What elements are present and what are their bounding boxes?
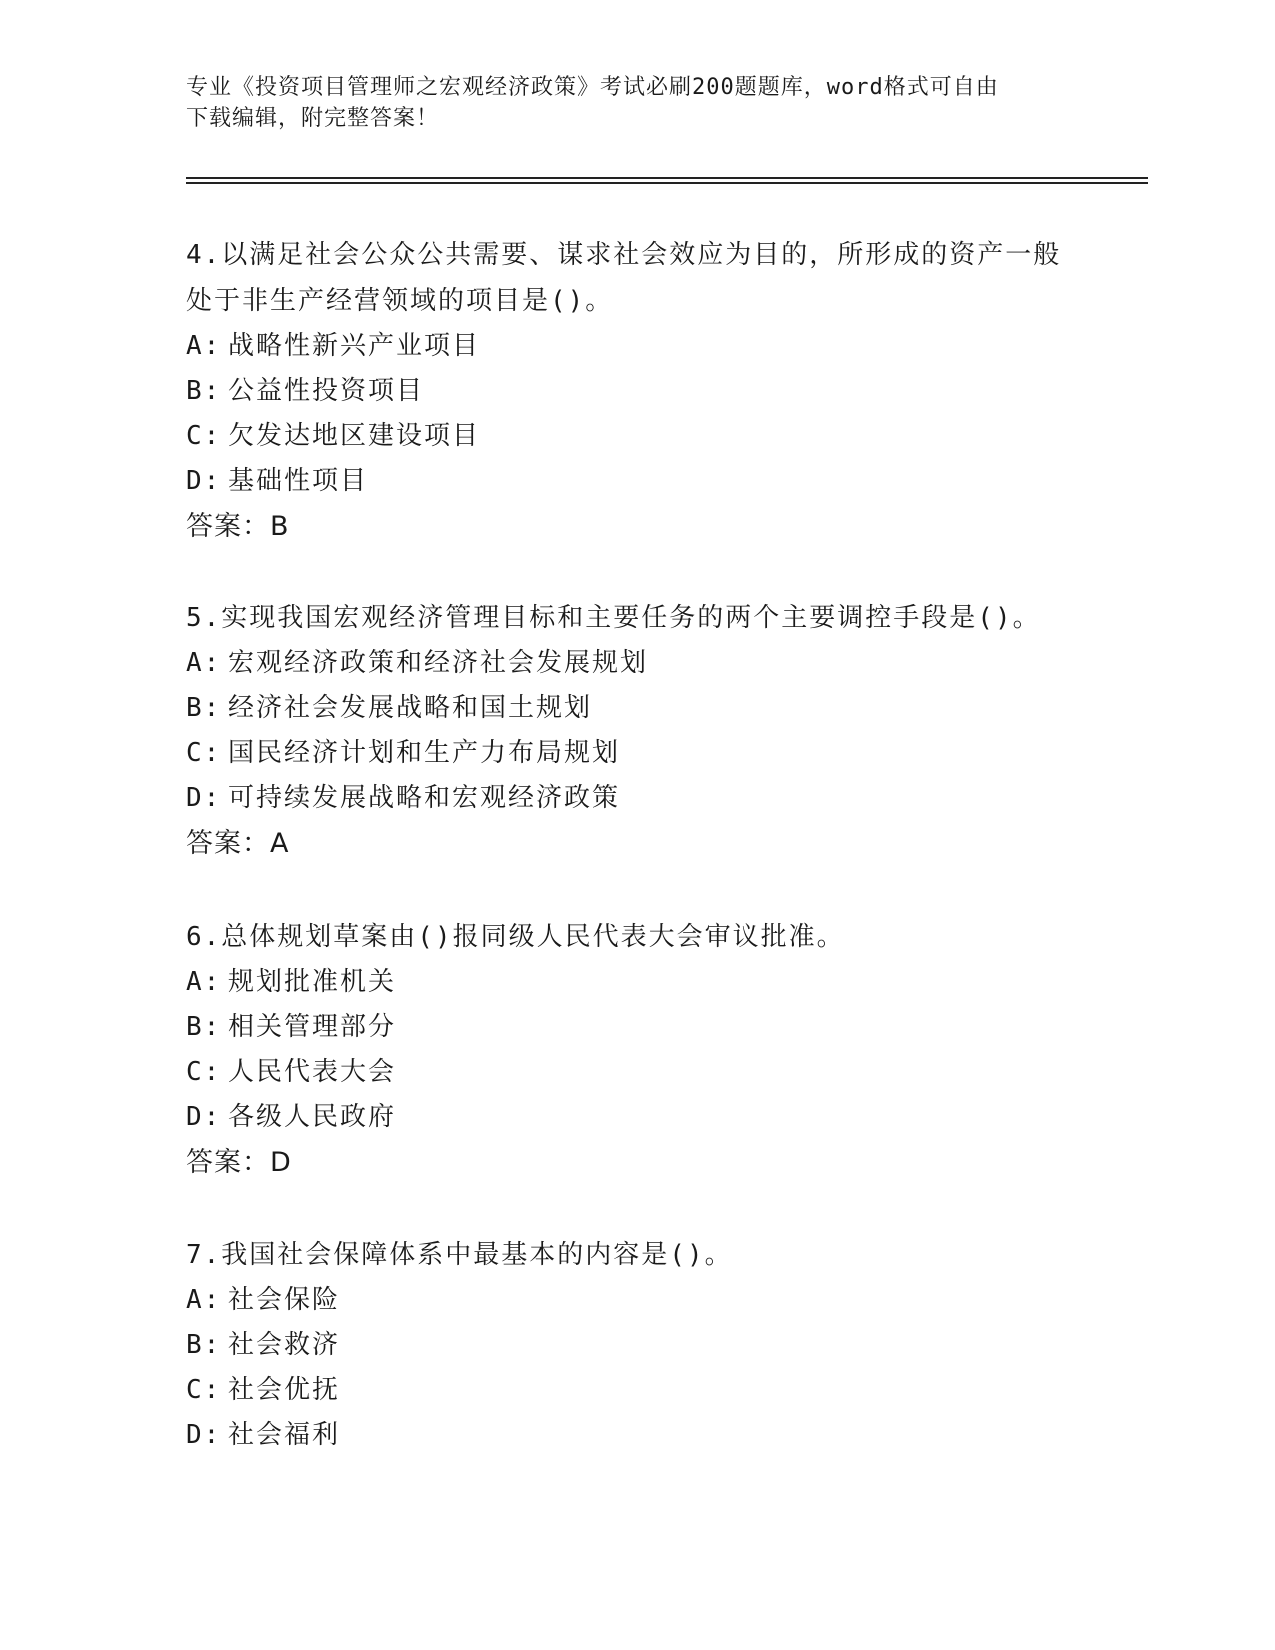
option-letter: D: (186, 783, 222, 813)
option-text: 社会优抚 (228, 1375, 341, 1405)
option-b (186, 1323, 1086, 1368)
option-d (186, 1413, 1086, 1458)
option-text: 各级人民政府 (228, 1102, 397, 1132)
option-text: 经济社会发展战略和国土规划 (228, 693, 593, 723)
option-text: 战略性新兴产业项目 (228, 331, 481, 361)
option-letter: D: (186, 1102, 222, 1132)
option-text: 欠发达地区建设项目 (228, 421, 481, 451)
option-letter: D: (186, 1420, 222, 1450)
option-text: 公益性投资项目 (228, 376, 425, 406)
option-letter: B: (186, 1012, 222, 1042)
option-letter: C: (186, 421, 222, 451)
option-text: 宏观经济政策和经济社会发展规划 (228, 648, 649, 678)
option-list (186, 324, 1086, 504)
option-letter: B: (186, 1330, 222, 1360)
header-divider-top (186, 177, 1148, 179)
option-letter: A: (186, 331, 222, 361)
option-letter: C: (186, 1057, 222, 1087)
option-text: 社会福利 (228, 1420, 341, 1450)
answer-line: 答案：B (186, 511, 290, 542)
document-header (186, 72, 1066, 134)
option-list (186, 960, 1086, 1140)
option-list (186, 1278, 1086, 1458)
option-text: 可持续发展战略和宏观经济政策 (228, 783, 621, 813)
option-letter: C: (186, 1375, 222, 1405)
option-a (186, 641, 1086, 686)
option-c (186, 1050, 1086, 1095)
option-a (186, 324, 1086, 369)
option-b (186, 686, 1086, 731)
option-text: 社会救济 (228, 1330, 341, 1360)
answer-line: 答案：A (186, 828, 290, 859)
question-5 (186, 595, 1086, 867)
question-6 (186, 914, 1086, 1186)
option-c (186, 731, 1086, 776)
option-letter: A: (186, 967, 222, 997)
question-stem: 7.我国社会保障体系中最基本的内容是()。 (186, 1240, 733, 1270)
option-text: 规划批准机关 (228, 967, 397, 997)
option-text: 人民代表大会 (228, 1057, 397, 1087)
option-text: 社会保险 (228, 1285, 341, 1315)
option-list (186, 641, 1086, 821)
option-b (186, 369, 1086, 414)
question-stem: 4.以满足社会公众公共需要、谋求社会效应为目的，所形成的资产一般处于非生产经营领域的项目是()。 (186, 240, 1062, 316)
option-b (186, 1005, 1086, 1050)
option-letter: B: (186, 376, 222, 406)
question-7 (186, 1232, 1086, 1458)
question-stem: 6.总体规划草案由()报同级人民代表大会审议批准。 (186, 922, 845, 952)
question-4 (186, 232, 1086, 550)
option-a (186, 960, 1086, 1005)
header-divider-bottom (186, 182, 1148, 184)
option-letter: C: (186, 738, 222, 768)
option-c (186, 1368, 1086, 1413)
question-stem: 5.实现我国宏观经济管理目标和主要任务的两个主要调控手段是()。 (186, 603, 1041, 633)
option-c (186, 414, 1086, 459)
option-letter: D: (186, 466, 222, 496)
option-letter: B: (186, 693, 222, 723)
header-line-2: 下载编辑，附完整答案！ (186, 106, 440, 131)
option-d (186, 1095, 1086, 1140)
option-d (186, 459, 1086, 504)
answer-line: 答案：D (186, 1147, 292, 1178)
option-letter: A: (186, 648, 222, 678)
option-text: 基础性项目 (228, 466, 369, 496)
option-letter: A: (186, 1285, 222, 1315)
option-a (186, 1278, 1086, 1323)
option-text: 国民经济计划和生产力布局规划 (228, 738, 621, 768)
header-line-1: 专业《投资项目管理师之宏观经济政策》考试必刷200题题库，word格式可自由 (186, 75, 999, 100)
option-d (186, 776, 1086, 821)
option-text: 相关管理部分 (228, 1012, 397, 1042)
